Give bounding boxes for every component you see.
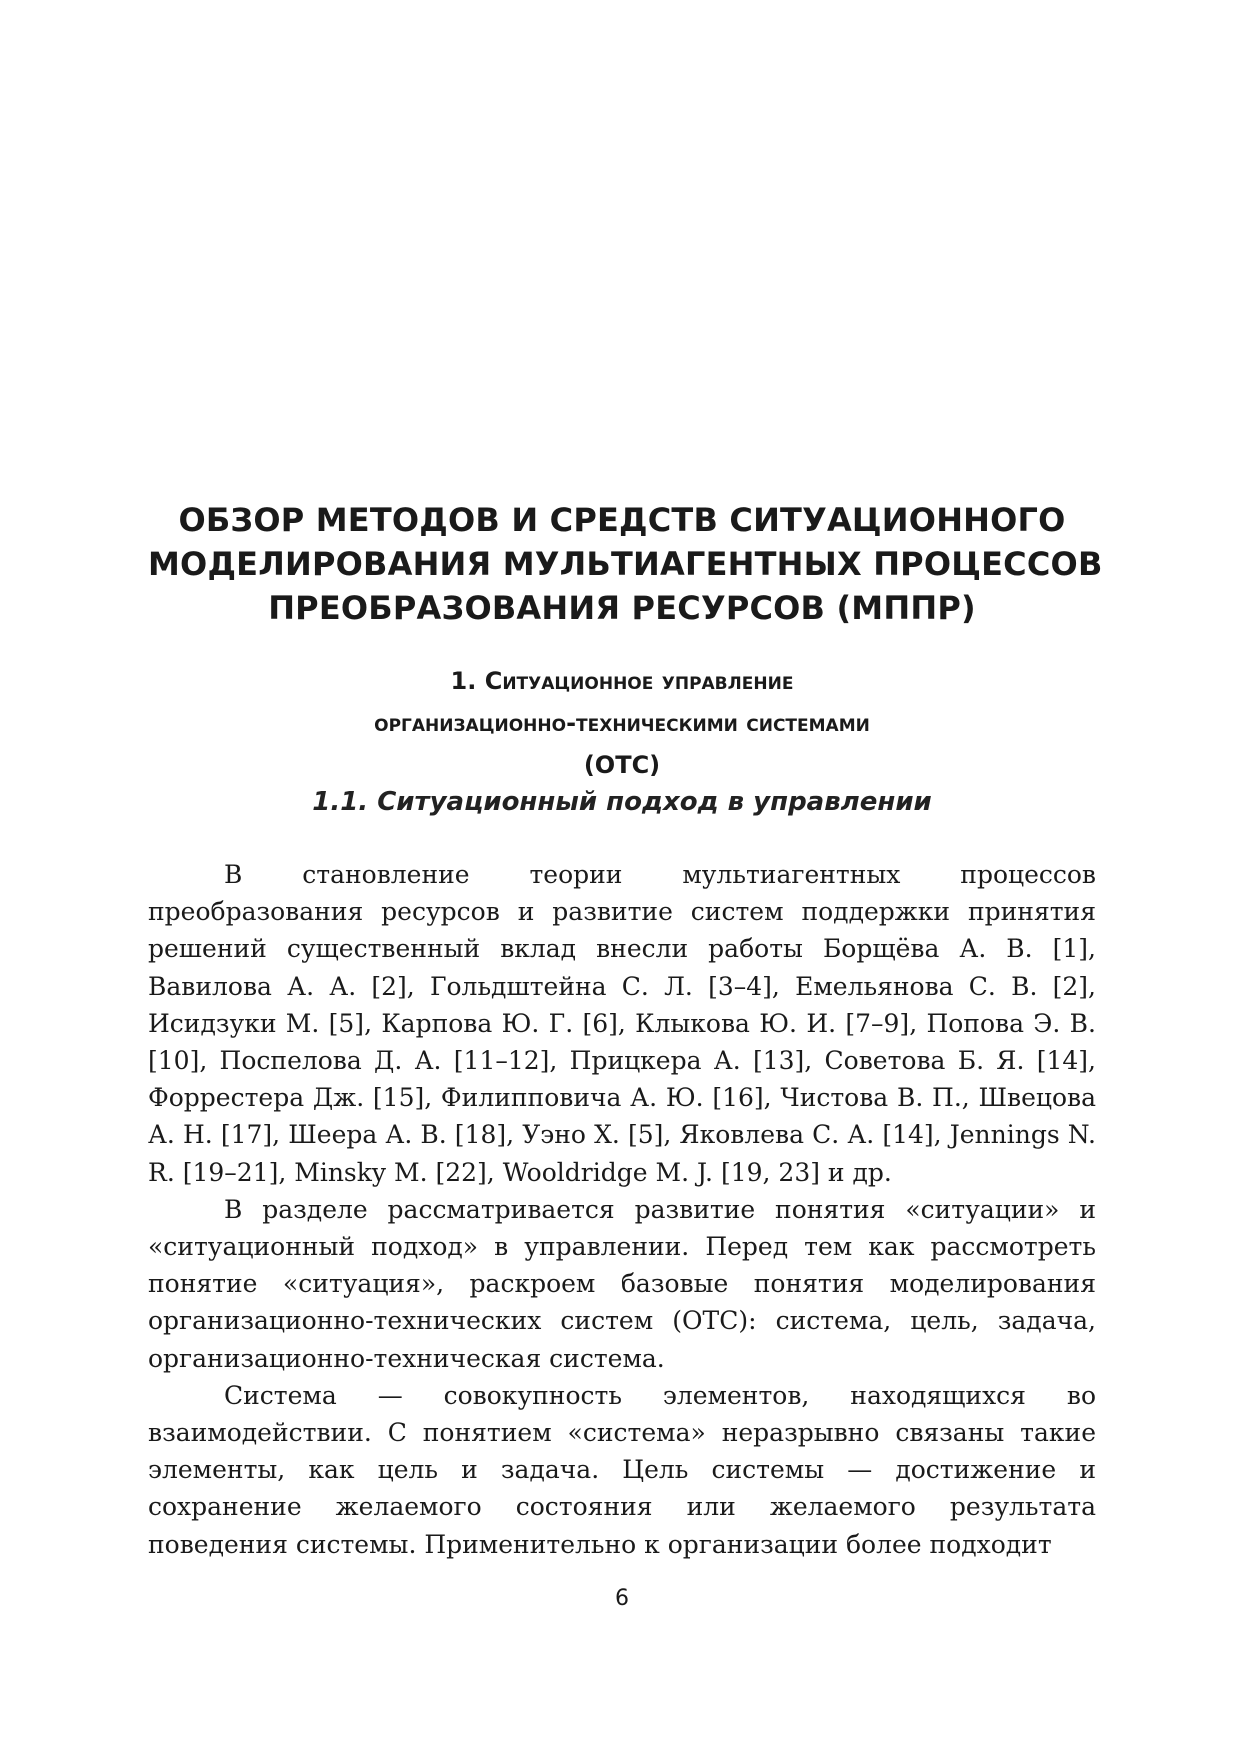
paragraph-3: Система — совокупность элементов, находящихся во взаимодействии. С понятием «система» неразрывно связаны такие элементы, как цель и задача. Цель системы — достижение и сохранение желаемого состояния или желаемого результата поведения системы. Применительно к организации более подходит	[148, 1380, 1096, 1559]
subsection-title: 1.1. Ситуационный подход в управлении	[312, 787, 932, 817]
chapter-title-line-3: ПРЕОБРАЗОВАНИЯ РЕСУРСОВ (МППР)	[268, 589, 976, 627]
paragraph-2: В разделе рассматривается развитие понятия «ситуации» и «ситуационный подход» в управлении. Перед тем как рассмотреть понятие «ситуация», раскроем базовые понятия моделирования организационно-технических систем (ОТС): система, цель, задача, организационно-техническая система.	[148, 1194, 1096, 1373]
section-title-line-1-text: 1. Ситуационное управление	[450, 667, 794, 695]
chapter-title-line-1: ОБЗОР МЕТОДОВ И СРЕДСТВ СИТУАЦИОННОГО	[178, 501, 1066, 539]
section-title-abbr: (ОТС)	[583, 751, 661, 779]
section-title-line-2	[148, 702, 1096, 786]
paragraph-1: В становление теории мультиагентных процессов преобразования ресурсов и развитие систем поддержки принятия решений существенный вклад внесли работы Борщёва А. В. [1], Вавилова А. А. [2], Гольдштейна С. Л. [3–4], Емельянова С. В. [2], Исидзуки М. [5], Карпова Ю. Г. [6], Клыкова Ю. И. [7–9], Попова Э. В. [10], Поспелова Д. А. [11–12], Прицкера А. [13], Советова Б. Я. [14], Форрестера Дж. [15], Филипповича А. Ю. [16], Чистова В. П., Швецова А. Н. [17], Шеера А. В. [18], Уэно Х. [5], Яковлева С. А. [14], Jennings N. R. [19–21], Minsky M. [22], Wooldridge M. J. [19, 23] и др.	[148, 860, 1096, 1187]
section-title-line-2-text: организационно-техническими системами	[374, 709, 870, 737]
body-text	[148, 856, 1096, 1563]
chapter-title	[148, 498, 1103, 630]
section-title-line-1	[148, 660, 1096, 702]
section-title	[148, 660, 1096, 786]
document-page	[148, 0, 1103, 1754]
chapter-title-line-2: МОДЕЛИРОВАНИЯ МУЛЬТИАГЕНТНЫХ ПРОЦЕССОВ	[148, 545, 1103, 583]
page-number: 6	[615, 1586, 629, 1611]
